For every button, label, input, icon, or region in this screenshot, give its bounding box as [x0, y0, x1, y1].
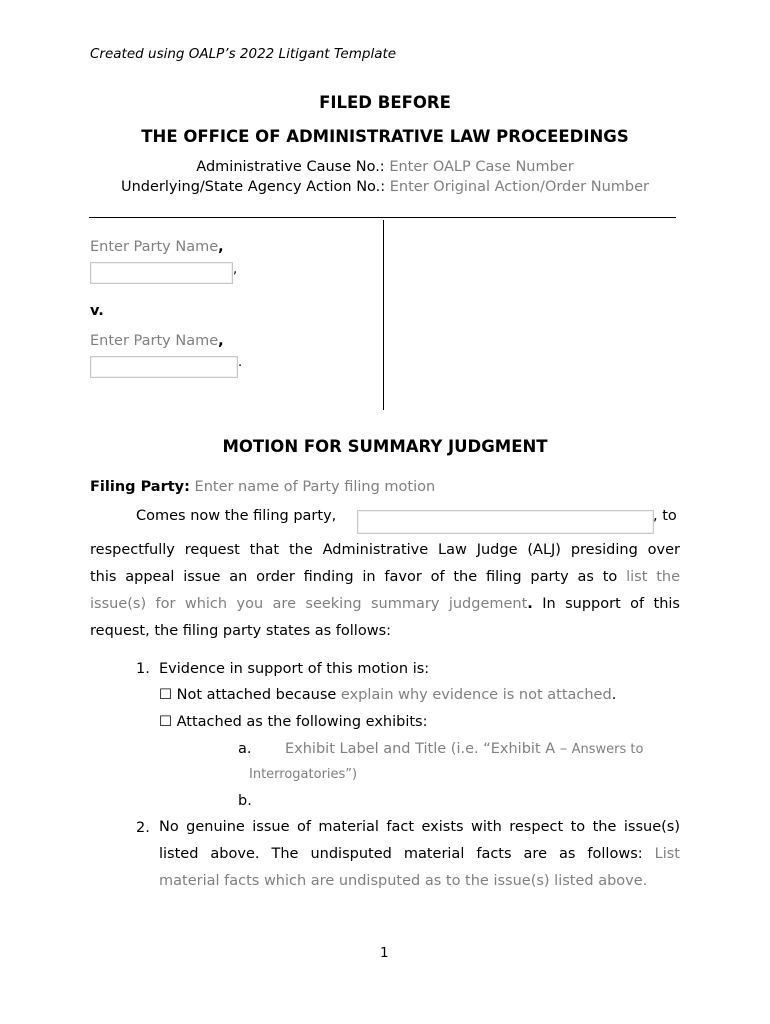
filing-party-line: [90, 479, 435, 495]
exhibit-a-field[interactable]: [285, 741, 680, 757]
cause-number-field[interactable]: Enter OALP Case Number: [389, 159, 574, 175]
list-item-2-line2: [159, 841, 680, 868]
attached-label: Attached as the following exhibits:: [176, 714, 428, 730]
cause-number-line: [0, 159, 770, 175]
party1-input-suffix: ,: [233, 262, 238, 277]
title-filed-before: FILED BEFORE: [319, 93, 451, 112]
attached-checkbox[interactable]: ☐: [159, 714, 172, 730]
party2-input-suffix: .: [238, 355, 243, 370]
list-item-2-body: [159, 814, 680, 895]
party2-input[interactable]: [90, 356, 238, 378]
not-attached-period: .: [611, 687, 617, 703]
caption-horizontal-rule: [89, 217, 676, 218]
party1-comma: ,: [218, 239, 224, 255]
party2-name-field[interactable]: Enter Party Name: [90, 333, 219, 349]
not-attached-option: [159, 687, 616, 703]
filing-party-input[interactable]: [357, 510, 654, 534]
caption-vertical-rule: [383, 220, 384, 410]
party1-input[interactable]: [90, 262, 233, 284]
motion-title: MOTION FOR SUMMARY JUDGMENT: [222, 437, 548, 456]
list-item-2-line2-text: listed above. The undisputed material facts are as follows:: [159, 846, 643, 862]
header-note: Created using OALP’s 2022 Litigant Template: [90, 46, 397, 62]
list-item-2-line1: No genuine issue of material fact exists with respect to the issue(s): [159, 819, 680, 835]
versus-label: v.: [90, 303, 104, 319]
cause-label: Administrative Cause No.:: [196, 159, 385, 175]
body-line-5: request, the filing party states as follows:: [90, 623, 392, 639]
list-item-2-number: 2.: [136, 820, 150, 836]
action-number-line: [0, 179, 770, 195]
body-line-4: [90, 591, 680, 618]
body-line-3-text: this appeal issue an order finding in favor of the filing party as to: [90, 569, 618, 585]
party2-name-line: [90, 333, 224, 349]
filing-party-label: Filing Party:: [90, 479, 190, 495]
comes-now-to: , to: [653, 508, 677, 524]
action-label: Underlying/State Agency Action No.:: [120, 179, 386, 195]
issues-period: .: [527, 596, 533, 612]
exhibit-a-title-part2: Answers to: [571, 742, 644, 757]
not-attached-label: Not attached because: [176, 687, 337, 703]
exhibit-a-letter: a.: [238, 741, 252, 757]
exhibit-a-title-part3[interactable]: Interrogatories”): [249, 767, 358, 782]
motion-body: [90, 537, 680, 645]
party2-comma: ,: [218, 333, 224, 349]
party1-name-line: [90, 239, 224, 255]
filing-party-field[interactable]: Enter name of Party filing motion: [194, 479, 436, 495]
list-item-1-text: Evidence in support of this motion is:: [159, 661, 430, 677]
party1-name-field[interactable]: Enter Party Name: [90, 239, 219, 255]
exhibit-b-letter: b.: [238, 793, 252, 809]
material-facts-field-part2[interactable]: material facts which are undisputed as to the issue(s) listed above.: [159, 873, 648, 889]
exhibit-a-title-part1: Exhibit Label and Title (i.e. “Exhibit A –: [285, 741, 567, 757]
issues-field-part1[interactable]: list the: [626, 569, 681, 585]
title-office: THE OFFICE OF ADMINISTRATIVE LAW PROCEEDINGS: [141, 127, 629, 146]
material-facts-field-part1[interactable]: List: [654, 846, 680, 862]
not-attached-reason-field[interactable]: explain why evidence is not attached: [340, 687, 612, 703]
in-support-text: In support of this: [542, 596, 680, 612]
not-attached-checkbox[interactable]: ☐: [159, 687, 172, 703]
issues-field-part2[interactable]: issue(s) for which you are seeking summary judgement: [90, 596, 528, 612]
page-number: 1: [380, 945, 389, 961]
body-line-2: respectfully request that the Administrative Law Judge (ALJ) presiding over: [90, 542, 680, 558]
comes-now-text: Comes now the filing party,: [136, 508, 337, 524]
list-item-1-number: 1.: [136, 661, 150, 677]
body-line-3: [90, 564, 680, 591]
attached-option: [159, 714, 428, 730]
action-number-field[interactable]: Enter Original Action/Order Number: [389, 179, 650, 195]
